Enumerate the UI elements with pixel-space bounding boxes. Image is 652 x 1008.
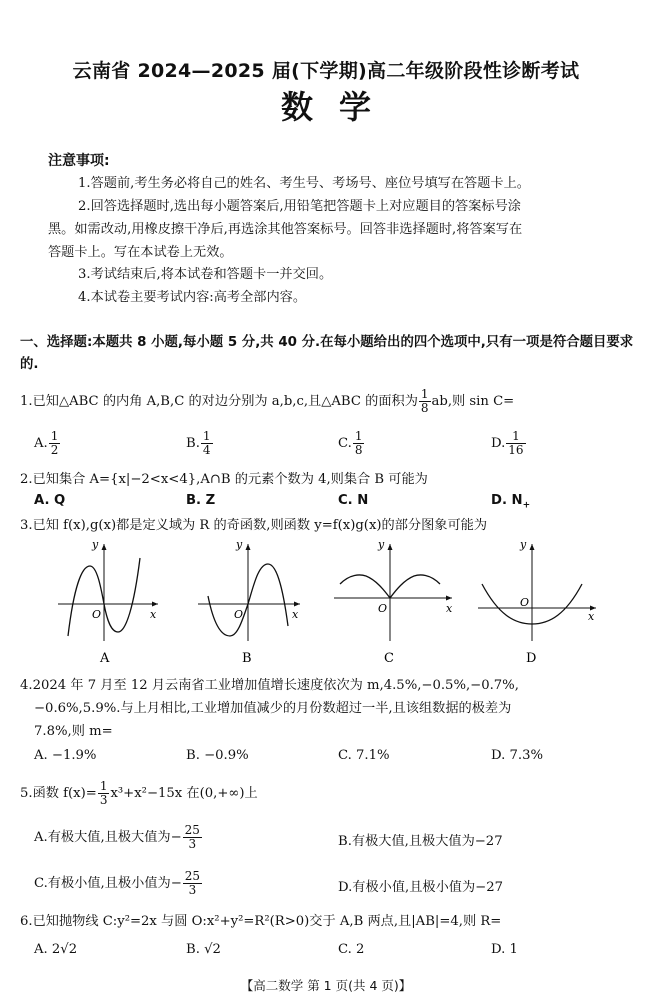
fraction-denominator: 3: [188, 837, 197, 851]
graph-c[interactable]: [334, 538, 453, 666]
question-6-stem: 6.已知抛物线 C:y²=2x 与圆 O:x²+y²=R²(R>0)交于 A,B 两点,且|AB|=4,则 R=: [20, 914, 502, 929]
exam-title: 云南省 2024—2025 届(下学期)高二年级阶段性诊断考试: [72, 60, 580, 82]
origin-label: O: [92, 608, 102, 621]
axis-label-y: y: [92, 538, 99, 551]
notice-item-2-line-2: 黑。如需改动,用橡皮擦干净后,再选涂其他答案标号。回答非选择题时,将答案写在: [48, 222, 523, 237]
fraction-numerator: 1: [354, 429, 363, 443]
fraction-numerator: 1: [99, 779, 108, 793]
q4-option-c[interactable]: C. 7.1%: [338, 748, 390, 763]
axis-label-x: x: [588, 610, 595, 623]
notice-item-1: 1.答题前,考生务必将自己的姓名、考生号、考场号、座位号填写在答题卡上。: [78, 176, 530, 191]
q1-option-b[interactable]: [186, 430, 214, 457]
q2-option-c[interactable]: C. N: [338, 493, 369, 508]
graph-d[interactable]: [478, 538, 596, 666]
notice-item-4: 4.本试卷主要考试内容:高考全部内容。: [78, 290, 307, 305]
fraction-denominator: 8: [354, 443, 363, 457]
axis-label-x: x: [446, 602, 453, 615]
x-arrow-icon: [152, 602, 158, 607]
question-1-stem: [20, 388, 514, 415]
q2-option-d[interactable]: [491, 493, 530, 511]
q1-stem-fraction: [419, 388, 431, 415]
graph-label-d: D: [526, 651, 537, 666]
origin-label: O: [378, 602, 388, 615]
question-4-line-1: 4.2024 年 7 月至 12 月云南省工业增加值增长速度依次为 m,4.5%,−0.5%,−0.7%,: [20, 678, 519, 693]
y-arrow-icon: [530, 544, 535, 550]
fraction-denominator: 3: [188, 883, 197, 897]
question-4-line-3: 7.8%,则 m=: [34, 724, 113, 739]
q1-option-c[interactable]: [338, 430, 365, 457]
x-arrow-icon: [294, 602, 300, 607]
graph-b[interactable]: [198, 538, 300, 666]
axis-label-x: x: [150, 608, 157, 621]
fraction-denominator: 4: [202, 443, 211, 457]
section-1-heading: 一、选择题:本题共 8 小题,每小题 5 分,共 40 分.在每小题给出的四个选项中,只有一项是符合题目要求的.: [20, 335, 634, 372]
x-arrow-icon: [446, 596, 452, 601]
y-arrow-icon: [246, 544, 251, 550]
option-text: D. N: [491, 493, 523, 508]
q1-stem-text-a: 1.已知△ABC 的内角 A,B,C 的对边分别为 a,b,c,且△ABC 的面积为: [20, 394, 418, 409]
question-3-stem: 3.已知 f(x),g(x)都是定义域为 R 的奇函数,则函数 y=f(x)g(x)的部分图象可能为: [20, 518, 488, 533]
question-5-stem: [20, 780, 258, 807]
q6-option-a[interactable]: A. 2√2: [34, 942, 78, 957]
axis-label-y: y: [520, 538, 527, 551]
graph-a[interactable]: [58, 538, 158, 666]
fraction-numerator: 1: [202, 429, 211, 443]
y-arrow-icon: [388, 544, 393, 550]
axis-label-y: y: [236, 538, 243, 551]
notice-heading: 注意事项:: [48, 153, 110, 169]
q1-option-d[interactable]: [491, 430, 527, 457]
q6-option-d[interactable]: D. 1: [491, 942, 518, 957]
option-label: C.: [338, 436, 352, 451]
y-arrow-icon: [102, 544, 107, 550]
fraction-numerator: 1: [50, 429, 59, 443]
fraction-numerator: 25: [184, 823, 200, 837]
q5-option-d[interactable]: D.有极小值,且极小值为−27: [338, 880, 504, 895]
graph-label-a: A: [100, 651, 110, 666]
q5-option-a[interactable]: [34, 824, 203, 851]
q1-stem-text-b: ab,则 sin C=: [431, 394, 515, 409]
notice-item-2-line-1: 2.回答选择题时,选出每小题答案后,用铅笔把答题卡上对应题目的答案标号涂: [78, 199, 521, 214]
fraction-denominator: 2: [50, 443, 59, 457]
page-footer: 【高二数学 第 1 页(共 4 页)】: [240, 978, 412, 993]
q4-option-a[interactable]: A. −1.9%: [34, 748, 97, 763]
origin-label: O: [234, 608, 244, 621]
option-text: C.有极小值,且极小值为−: [34, 876, 182, 891]
q2-option-a[interactable]: A. Q: [34, 493, 66, 508]
q3-graph-options: [0, 536, 652, 666]
axis-label-x: x: [292, 608, 299, 621]
option-label: D.: [491, 436, 506, 451]
origin-label: O: [520, 596, 530, 609]
q6-option-c[interactable]: C. 2: [338, 942, 365, 957]
q5-stem-text-b: x³+x²−15x 在(0,+∞)上: [110, 786, 258, 801]
option-label: A.: [34, 436, 48, 451]
q4-option-d[interactable]: D. 7.3%: [491, 748, 543, 763]
q4-option-b[interactable]: B. −0.9%: [186, 748, 249, 763]
graph-label-b: B: [242, 651, 252, 666]
option-text: A.有极大值,且极大值为−: [34, 830, 182, 845]
question-4-line-2: −0.6%,5.9%.与上月相比,工业增加值减少的月份数超过一半,且该组数据的极差为: [34, 701, 512, 716]
option-subscript: +: [522, 500, 531, 511]
subject-title: 数学: [280, 88, 397, 126]
q2-option-b[interactable]: B. Z: [186, 493, 216, 508]
q6-option-b[interactable]: B. √2: [186, 942, 221, 957]
axis-label-y: y: [378, 538, 385, 551]
notice-item-2-line-3: 答题卡上。写在本试卷上无效。: [48, 245, 233, 260]
graph-label-c: C: [384, 651, 394, 666]
question-2-stem: 2.已知集合 A={x|−2<x<4},A∩B 的元素个数为 4,则集合 B 可能为: [20, 472, 428, 487]
fraction-denominator: 3: [99, 793, 108, 807]
q5-option-c[interactable]: [34, 870, 203, 897]
q5-stem-text-a: 5.函数 f(x)=: [20, 786, 97, 801]
fraction-numerator: 1: [420, 387, 429, 401]
q5-option-b[interactable]: B.有极大值,且极大值为−27: [338, 834, 503, 849]
option-label: B.: [186, 436, 200, 451]
fraction-denominator: 8: [420, 401, 429, 415]
notice-item-3: 3.考试结束后,将本试卷和答题卡一并交回。: [78, 267, 333, 282]
fraction-denominator: 16: [508, 443, 524, 457]
fraction-numerator: 1: [506, 430, 525, 444]
q1-option-a[interactable]: [34, 430, 61, 457]
fraction-numerator: 25: [184, 869, 201, 883]
